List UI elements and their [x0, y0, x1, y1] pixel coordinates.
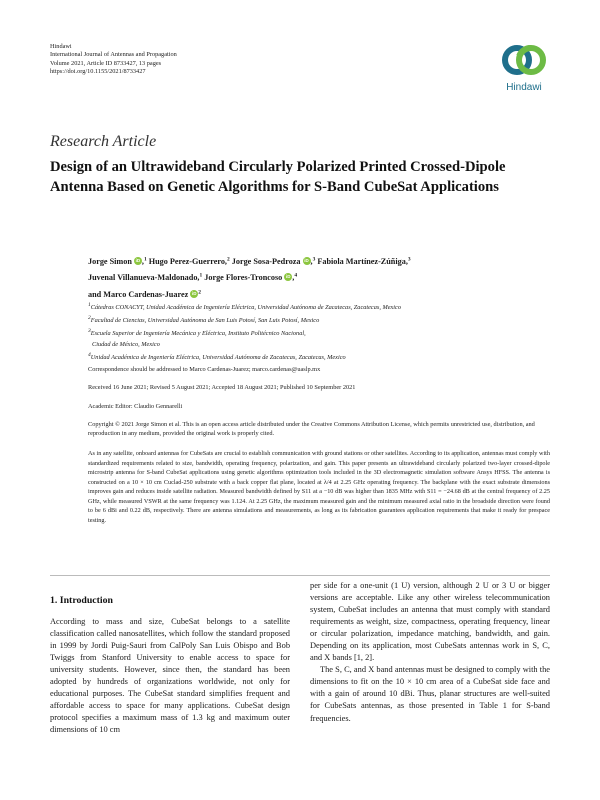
author-name-text: Fabiola Martínez-Zúñiga,: [317, 256, 408, 266]
body-column-left: According to mass and size, CubeSat belongs to a satellite classification called nanosatellites, which follow the standard proposed in 1999 by Jordi Puig-Sauri from CalPoly San Luis Obispo and Bob Twiggs from Stanford University to enable access to space for university students. However, since then, the standard has been adopted by hundreds of organizations worldwide, not only for educational purposes. The CubeSat standard simplifies frequent and affordable access to space for many applications. CubeSat design protocol specifies a maximum mass of 1.3 kg and maximum outer dimensions of 10 cm: [50, 617, 290, 735]
journal-header: [50, 43, 177, 76]
author-name-text: Hugo Perez-Guerrero,: [148, 256, 227, 266]
correspondence: Correspondence should be addressed to Marco Cardenas-Juarez; marco.cardenas@uaslp.mx: [88, 366, 321, 373]
affiliation-marker: 1: [143, 256, 147, 262]
doi-link[interactable]: https://doi.org/10.1155/2021/8733427: [50, 67, 146, 75]
affiliation-text: Cátedras CONACYT, Unidad Académica de Ingeniería Eléctrica, Universidad Autónoma de Zacatecas, Zacatecas, Mexico: [90, 304, 401, 312]
paper-title: Design of an Ultrawideband Circularly Polarized Printed Crossed-Dipole Antenna Based on Genetic Algorithms for S-Band CubeSat Applications: [50, 159, 506, 195]
author-separator: ,: [310, 256, 313, 266]
affiliation-number: 2: [88, 315, 91, 322]
author-separator: ,: [141, 256, 144, 266]
academic-editor: Academic Editor: Claudio Gennarelli: [88, 403, 183, 410]
affiliation-text: Facultad de Ciencias, Universidad Autónoma de San Luis Potosí, San Luis Potosí, Mexico: [90, 317, 320, 325]
publisher-name: Hindawi: [50, 43, 72, 50]
affiliation-marker: 3: [407, 256, 411, 262]
logo-text: Hindawi: [506, 82, 542, 93]
affiliation: [88, 300, 568, 313]
section-divider: [50, 575, 550, 576]
author-separator: ,: [292, 273, 295, 283]
section-heading: 1. Introduction: [50, 595, 113, 606]
affiliation-marker: 2: [198, 289, 201, 296]
body-paragraph: per side for a one-unit (1 U) version, although 2 U or 3 U or bigger versions are acceptable. Like any other wireless telecommunication system, CubeSat includes an antenna that must comply with standard requirements as weight, size, compactness, operating frequency, linear or circular polarization, impedance matching, bandwidth, and gain. Depending on its application, most CubeSats antennas work in S, C, and X bands [1, 2].: [310, 581, 550, 663]
publication-dates: Received 16 June 2021; Revised 5 August 2021; Accepted 18 August 2021; Published 10 September 2021: [88, 384, 356, 391]
author-name-text: and Marco Cardenas-Juarez: [88, 290, 189, 300]
author-name-text: Jorge Flores-Troncoso: [204, 273, 283, 283]
body-column-right: [310, 580, 550, 725]
affiliation-number: 4: [88, 352, 91, 359]
author-name-text: Juvenal Villanueva-Maldonado,: [88, 273, 200, 283]
author-name: [88, 257, 147, 266]
volume-line: Volume 2021, Article ID 8733427, 13 pages: [50, 59, 162, 67]
affiliation: [88, 350, 568, 363]
author-name-text: Jorge Sosa-Pedroza: [231, 256, 301, 266]
hindawi-logo: [493, 40, 555, 106]
author-name: [88, 273, 202, 282]
body-paragraph: The S, C, and X band antennas must be designed to comply with the dimensions to fit on the 10 × 10 cm area of a CubeSat side face and with a gain of around 10 dBi. Thus, planar structures are well-suited for CubeSats antennas, as those presented in Table 1 for S-band frequencies.: [310, 665, 550, 723]
affiliation-number: 3: [88, 328, 91, 335]
author-name-text: Jorge Simon: [88, 256, 132, 266]
affiliation-text: Escuela Superior de Ingeniería Mecánica y Eléctrica, Instituto Politécnico Nacional,: [90, 330, 306, 338]
affiliation-continuation: Ciudad de México, Mexico: [92, 341, 160, 349]
hindawi-logo-icon: [501, 40, 547, 80]
author-name: [317, 257, 410, 266]
author-name: [149, 257, 230, 266]
affiliation: [88, 326, 568, 339]
copyright-notice: Copyright © 2021 Jorge Simon et al. This is an open access article distributed under the Creative Commons Attribution License, which permits unrestricted use, distribution, and reproduction in any medium, provided the original work is properly cited.: [88, 421, 535, 438]
affiliation-marker: 4: [294, 272, 298, 279]
affiliation-number: 1: [88, 302, 91, 308]
author-name: [232, 257, 316, 266]
affiliation-text: Unidad Académica de Ingeniería Eléctrica, Universidad Autónoma de Zacatecas, Zacatecas, Mexico: [90, 354, 346, 362]
affiliation-marker: 3: [312, 256, 316, 262]
orcid-icon[interactable]: [190, 290, 198, 298]
article-type: Research Article: [50, 133, 157, 150]
abstract: As in any satellite, onboard antennas for CubeSats are crucial to establish communication with ground stations or other satellites. According to its application, antennas must comply with standardized requirements related to size, bandwidth, operating frequency, polarization, and gain. This paper presents an ultrawideband circularly polarized two-layer crossed-dipole microstrip antenna for S-band CubeSat applications using genetic algorithms optimization tools included in the 3D electromagnetic simulation software Ansys HFSS. The antenna is constructed on a 10 × 10 cm Cuclad-250 substrate with a back copper flat plane, located at λ/4 at 2.25 GHz operating frequency. The backplane with the exact substrate dimensions improves gain and reduces inside satellite radiation. Measured bandwidth defined by S11 at a −10 dB was higher than 1835 MHz with S11 = −24.68 dB at the central frequency of 2.25 GHz, while measured VSWR at the same frequency was 1.124. At 2.25 GHz, the maximum measured gain and the minimum measured axial ratio in the broadside direction were found to be 6 dBi and 0.22 dB, respectively. There are antenna simulations and measurements, as long as its fabrication guarantees application requirements that make it ready for prespace testing.: [88, 450, 550, 524]
author-list: [88, 252, 568, 302]
author-name: [88, 290, 201, 299]
journal-name: International Journal of Antennas and Propagation: [50, 51, 177, 59]
affiliation: [88, 313, 568, 326]
affiliation-marker: 2: [226, 256, 230, 262]
orcid-icon[interactable]: [284, 273, 295, 283]
orcid-icon[interactable]: [303, 257, 311, 265]
affiliation-marker: 1: [199, 272, 203, 279]
orcid-icon[interactable]: [134, 257, 142, 265]
affiliation-list: [88, 300, 568, 363]
author-name: [204, 273, 297, 282]
